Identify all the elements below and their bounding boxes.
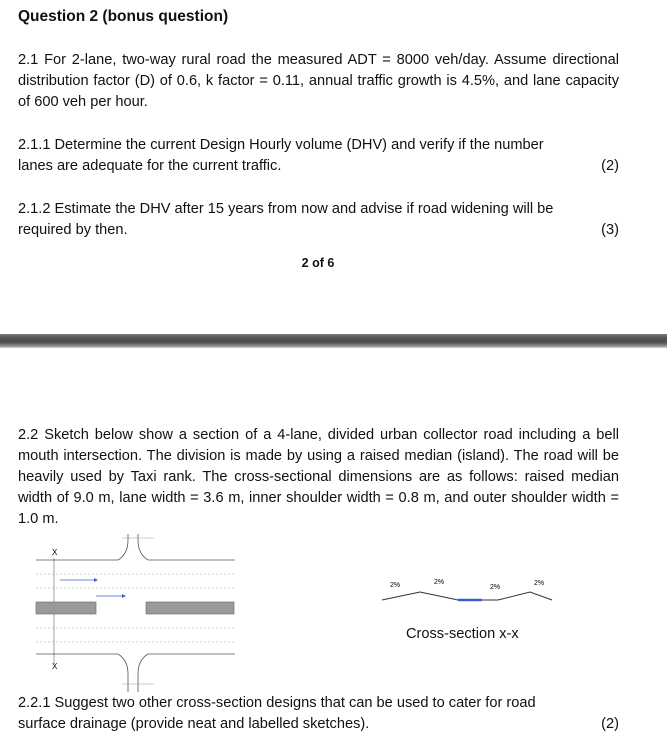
question-2-1-1-marks: (2): [601, 158, 619, 174]
plan-marker-bottom: X: [52, 662, 58, 671]
raised-median-left: [36, 602, 96, 614]
question-2-1-text: 2.1 For 2-lane, two-way rural road the measured ADT = 8000 veh/day. Assume directional distribution factor (D) of 0.6, k factor = 0.11, annual traffic growth is 4.5%, and lane capacity of 600 veh per hour.: [18, 52, 619, 110]
question-2-2-text: 2.2 Sketch below show a section of a 4-lane, divided urban collector road including a bell mouth intersection. The division is made by using a raised median (island). The road will be heavily used by Taxi rank. The cross-sectional dimensions are as follows: raised median width of 9.0 m, lane width = 3.6 m, inner shoulder width = 0.8 m, and outer shoulder width = 1.0 m.: [18, 427, 619, 527]
page-number: 2 of 6: [301, 256, 335, 270]
raised-median-right: [146, 602, 234, 614]
question-2-1-2-text: required by then.: [18, 222, 128, 238]
question-2-2-1-line2: [18, 714, 619, 735]
plan-marker-top: X: [52, 548, 58, 557]
bell-mouth-top: [118, 540, 148, 560]
slope-label-3: 2%: [490, 584, 501, 591]
cross-section-sketch: [380, 570, 560, 610]
slope-label-1: 2%: [390, 582, 401, 589]
question-2-1-1-line1: 2.1.1 Determine the current Design Hourly volume (DHV) and verify if the number: [18, 137, 544, 153]
slope-label-2: 2%: [434, 579, 445, 586]
question-2-2-1-text: surface drainage (provide neat and labelled sketches).: [18, 716, 370, 732]
question-2-1-1-text: lanes are adequate for the current traffic.: [18, 158, 282, 174]
page-break-bar: [0, 334, 667, 348]
question-2-2-1-line1: 2.2.1 Suggest two other cross-section designs that can be used to cater for road: [18, 695, 536, 711]
question-2-1-2-line2: [18, 220, 619, 241]
question-2-1-2-marks: (3): [601, 222, 619, 238]
question-2-1-2-line1: 2.1.2 Estimate the DHV after 15 years from now and advise if road widening will be: [18, 201, 554, 217]
traffic-arrow-2-head: [122, 594, 126, 598]
slope-label-4: 2%: [534, 580, 545, 587]
question-title: Question 2 (bonus question): [18, 8, 229, 25]
bell-mouth-bottom: [118, 654, 148, 674]
cross-section-caption: Cross-section x-x: [406, 626, 519, 642]
road-plan-sketch: [30, 534, 245, 694]
question-2-2-1-marks: (2): [601, 716, 619, 732]
traffic-arrow-1-head: [94, 578, 98, 582]
question-2-1-1-line2: [18, 156, 619, 177]
